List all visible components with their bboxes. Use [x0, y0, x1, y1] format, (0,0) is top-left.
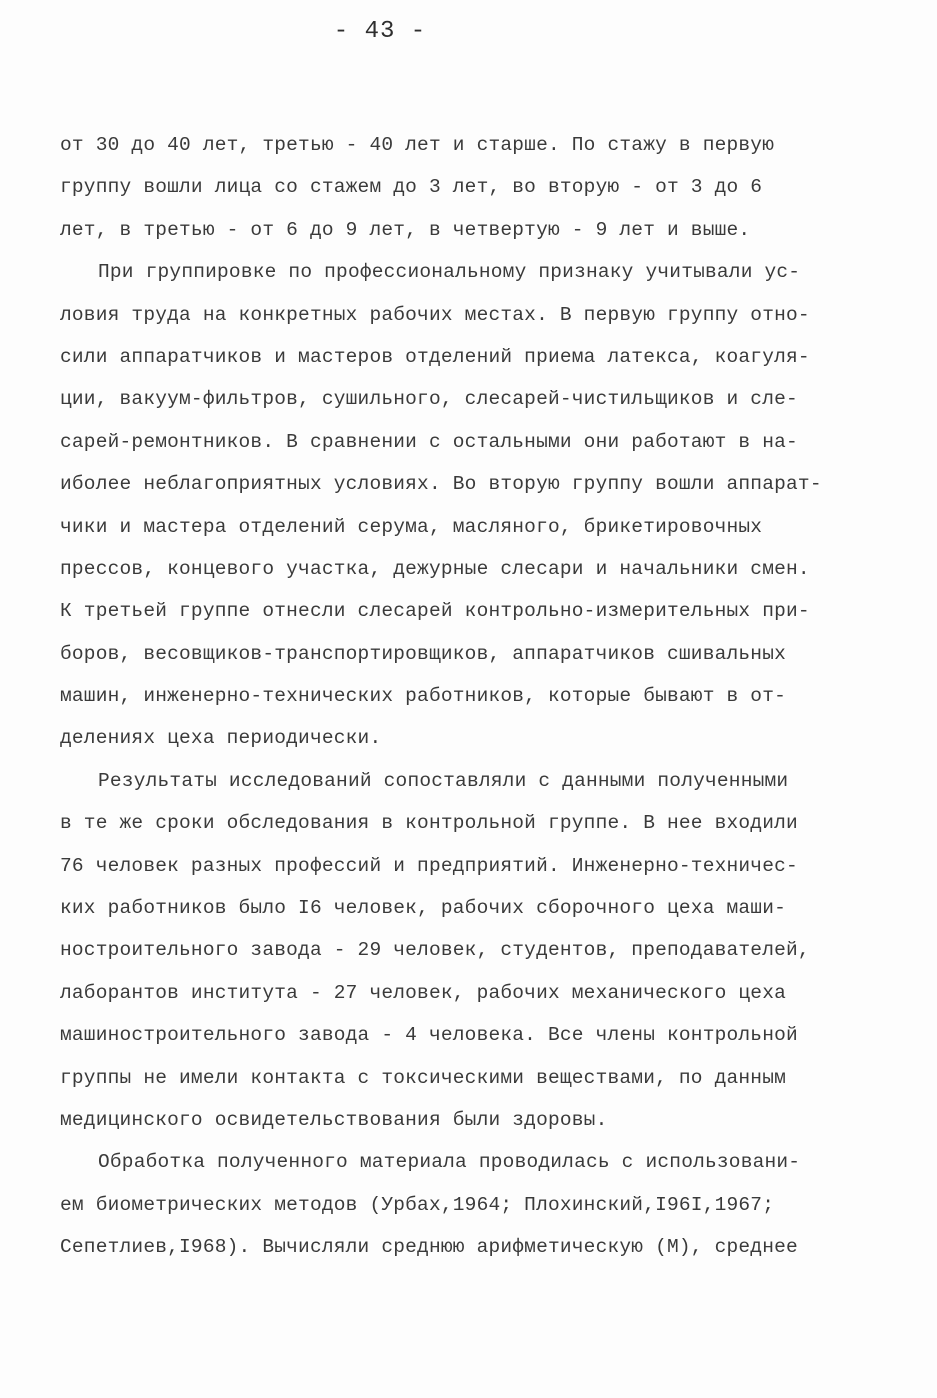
text-line: иболее неблагоприятных условиях. Во вторую группу вошли аппарат-: [60, 473, 822, 496]
text-line: ких работников было I6 человек, рабочих сборочного цеха маши-: [60, 897, 787, 920]
page-number: - 43 -: [333, 18, 427, 45]
text-line: чики и мастера отделений серума, масляного, брикетировочных: [60, 515, 763, 538]
text-line: машиностроительного завода - 4 человека. Все члены контрольной: [60, 1024, 798, 1047]
text-line: ем биометрических методов (Урбах,1964; Плохинский,I96I,1967;: [60, 1193, 775, 1216]
text-line: ностроительного завода - 29 человек, студентов, преподавателей,: [60, 939, 810, 962]
text-line: сили аппаратчиков и мастеров отделений приема латекса, коагуля-: [60, 345, 810, 368]
text-line: Обработка полученного материала проводилась с использовани-: [98, 1151, 801, 1174]
body-text: [60, 124, 890, 1269]
text-line: лаборантов института - 27 человек, рабочих механического цеха: [60, 981, 787, 1004]
text-line: ловия труда на конкретных рабочих местах. В первую группу отно-: [60, 303, 810, 326]
text-line: от 30 до 40 лет, третью - 40 лет и старше. По стажу в первую: [60, 134, 775, 156]
text-line: медицинского освидетельствования были здоровы.: [60, 1108, 608, 1131]
text-line: К третьей группе отнесли слесарей контрольно-измерительных при-: [60, 600, 810, 623]
text-line: делениях цеха периодически.: [60, 727, 382, 750]
text-line: прессов, концевого участка, дежурные слесари и начальники смен.: [60, 557, 810, 580]
text-line: в те же сроки обследования в контрольной группе. В нее входили: [60, 812, 798, 835]
text-line: машин, инженерно-технических работников, которые бывают в от-: [60, 685, 787, 708]
text-line: боров, весовщиков-транспортировщиков, аппаратчиков сшивальных: [60, 642, 787, 665]
text-line: группу вошли лица со стажем до 3 лет, во вторую - от 3 до 6: [60, 176, 763, 199]
text-line: лет, в третью - от 6 до 9 лет, в четвертую - 9 лет и выше.: [60, 218, 751, 241]
text-line: ции, вакуум-фильтров, сушильного, слесарей-чистильщиков и сле-: [60, 388, 798, 411]
text-line: 76 человек разных профессий и предприятий. Инженерно-техничес-: [60, 854, 798, 877]
text-line: Сепетлиев,I968). Вычисляли среднюю арифметическую (М), среднее: [60, 1236, 798, 1259]
text-line: Результаты исследований сопоставляли с данными полученными: [98, 769, 789, 792]
text-line: группы не имели контакта с токсическими веществами, по данным: [60, 1066, 787, 1089]
text-line: сарей-ремонтников. В сравнении с остальными они работают в на-: [60, 430, 798, 453]
text-line: При группировке по профессиональному признаку учитывали ус-: [98, 261, 801, 284]
